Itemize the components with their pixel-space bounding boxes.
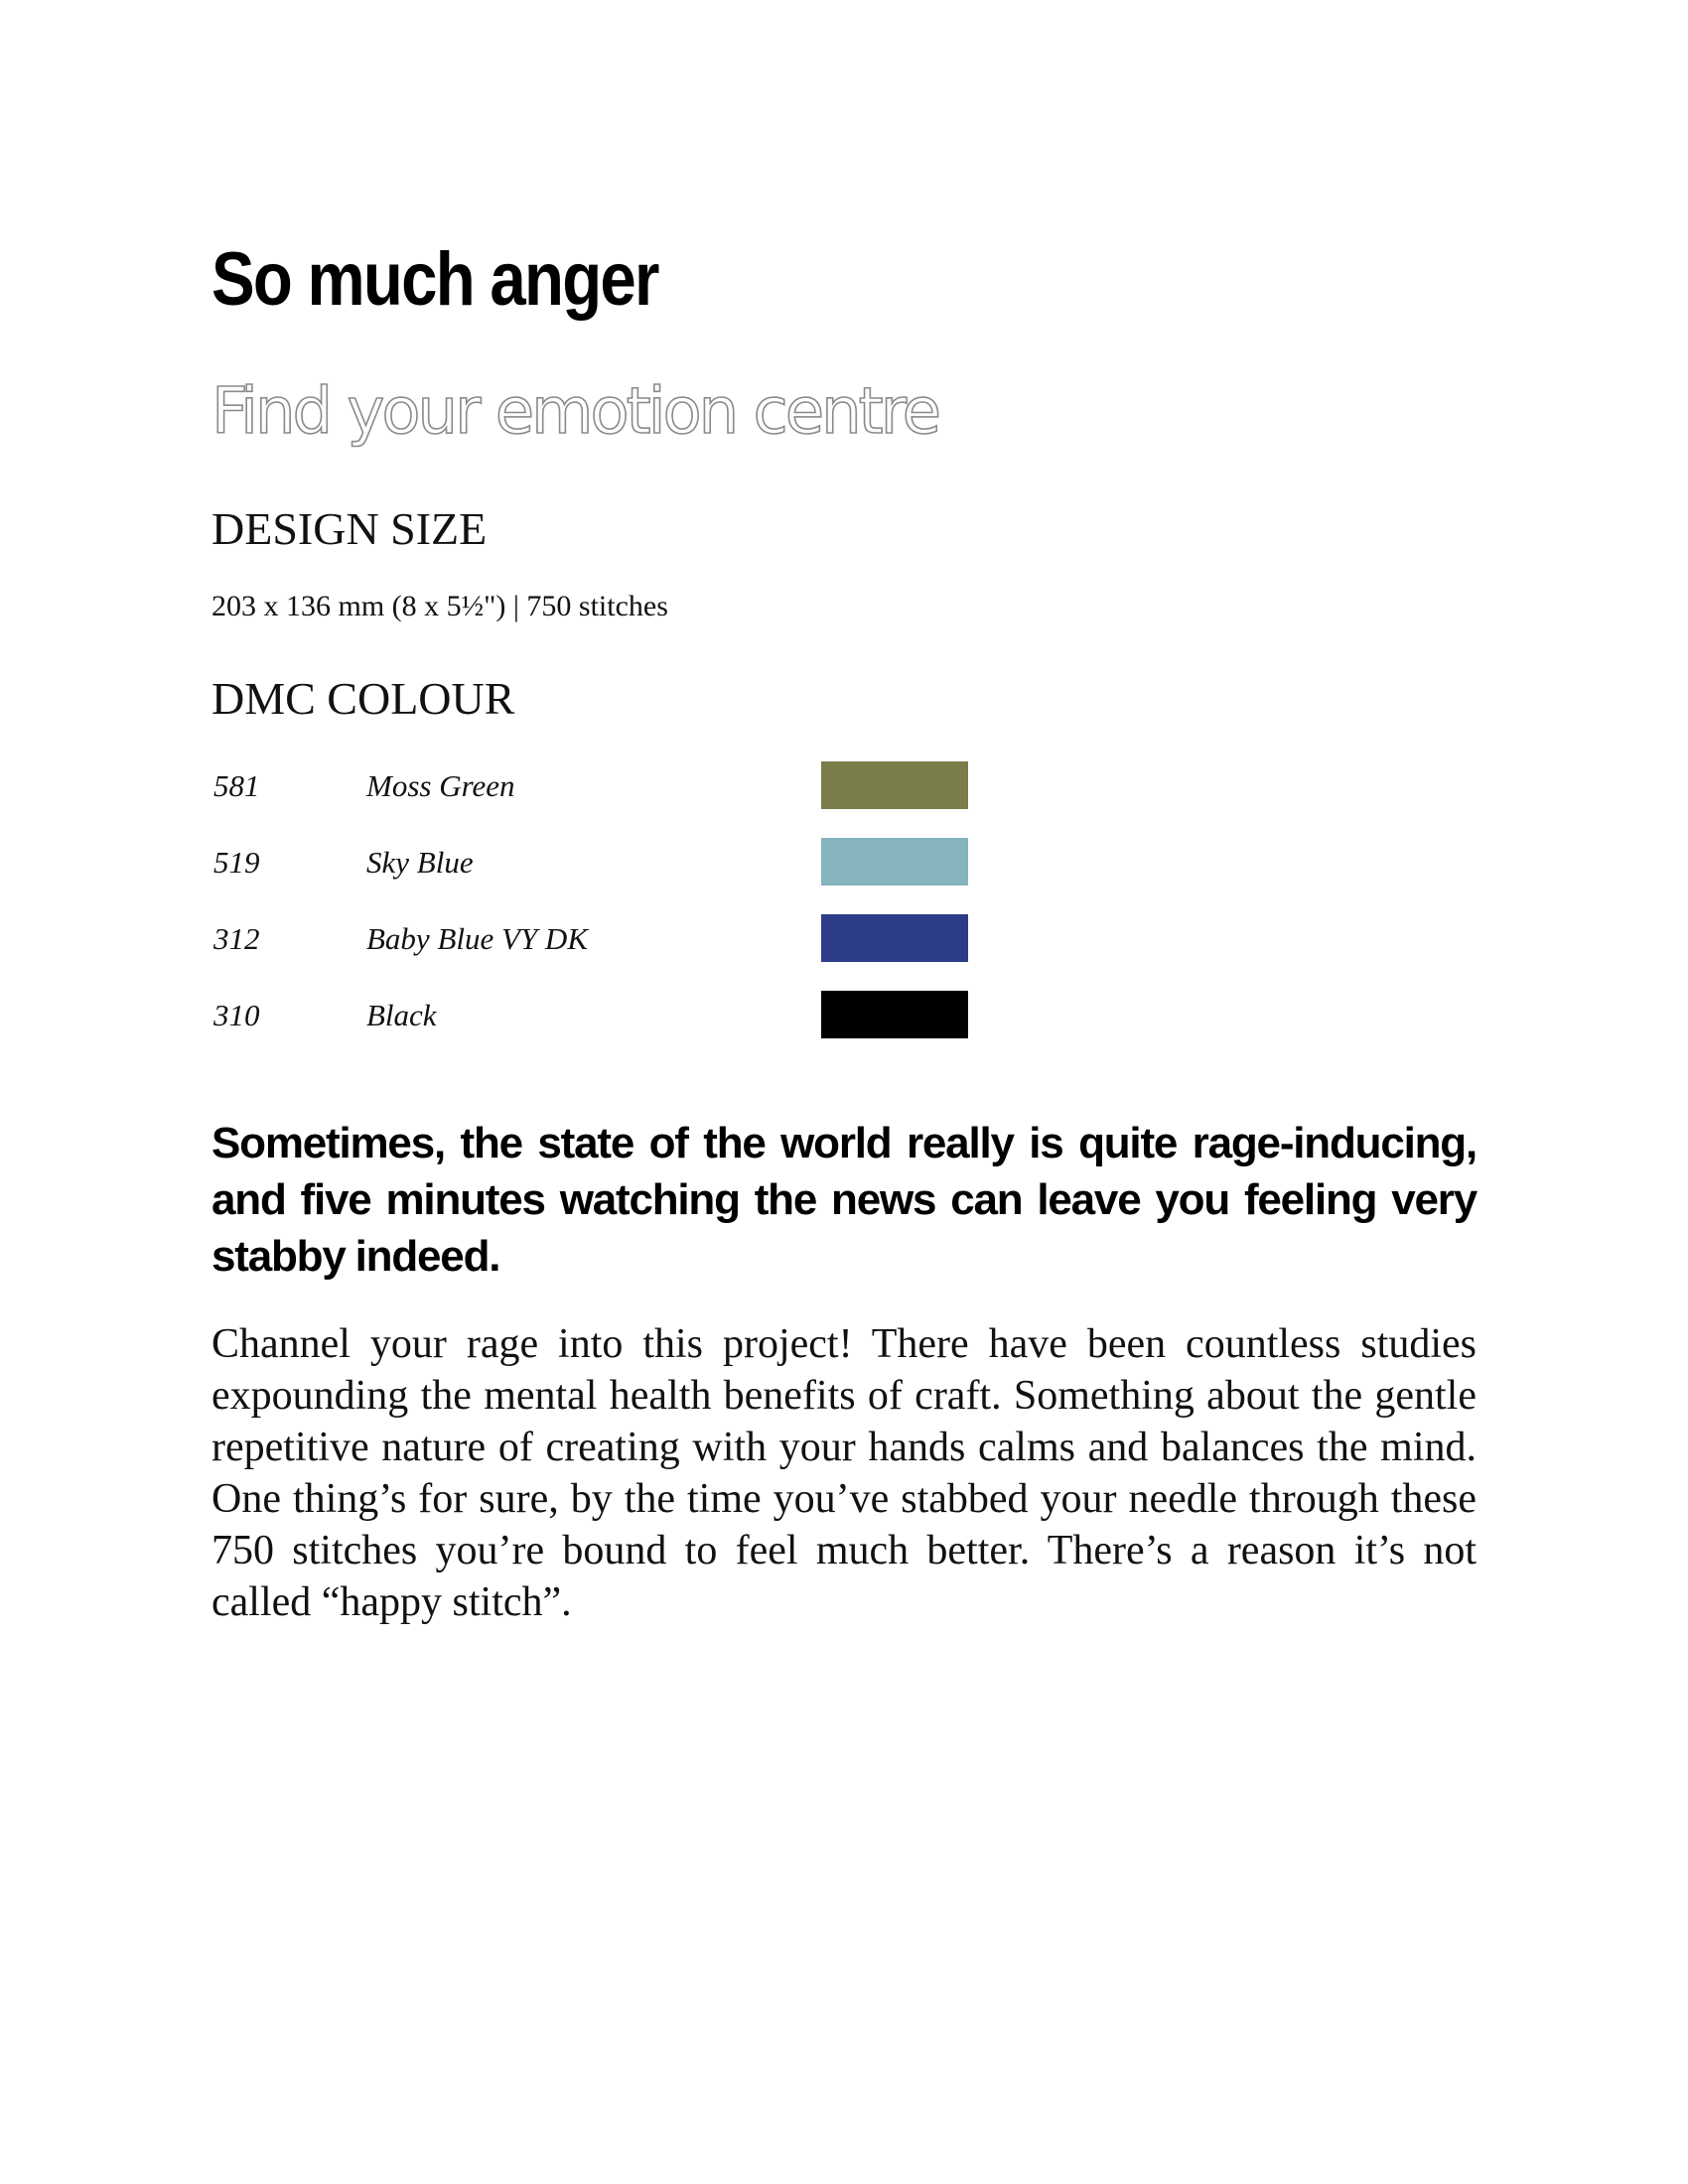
colour-row bbox=[211, 761, 966, 811]
colour-code: 581 bbox=[213, 768, 260, 803]
design-size-heading: DESIGN SIZE bbox=[211, 503, 488, 554]
colour-swatch bbox=[821, 991, 968, 1038]
design-size-value: 203 x 136 mm (8 x 5½") | 750 stitches bbox=[211, 590, 668, 622]
colour-code: 312 bbox=[213, 921, 260, 956]
body-paragraph: Channel your rage into this project! There have been countless studies expounding the mental health benefits of craft. Something about the gentle repetitive nature of creating with your hands calms and balances the mind. One thing’s for sure, by the time you’ve stabbed your needle through these 750 stitches you’re bound to feel much better. There’s a reason it’s not called “happy stitch”. bbox=[211, 1321, 1477, 1625]
colour-row bbox=[211, 838, 966, 887]
colour-name: Black bbox=[366, 998, 437, 1032]
page-title: So much anger bbox=[211, 237, 658, 322]
colour-swatch bbox=[821, 914, 968, 962]
colour-row bbox=[211, 991, 966, 1040]
colour-swatch bbox=[821, 761, 968, 809]
colour-code: 310 bbox=[213, 998, 260, 1032]
colour-row bbox=[211, 914, 966, 964]
colour-name: Moss Green bbox=[366, 768, 515, 803]
lead-paragraph: Sometimes, the state of the world really is quite rage-inducing, and five minutes watching the news can leave you feeling very stabby indeed. bbox=[211, 1119, 1477, 1281]
page-subtitle: Find your emotion centre bbox=[211, 375, 939, 449]
dmc-colour-heading: DMC COLOUR bbox=[211, 673, 515, 724]
colour-name: Baby Blue VY DK bbox=[366, 921, 588, 956]
colour-name: Sky Blue bbox=[366, 845, 474, 880]
colour-code: 519 bbox=[213, 845, 260, 880]
colour-swatch bbox=[821, 838, 968, 886]
